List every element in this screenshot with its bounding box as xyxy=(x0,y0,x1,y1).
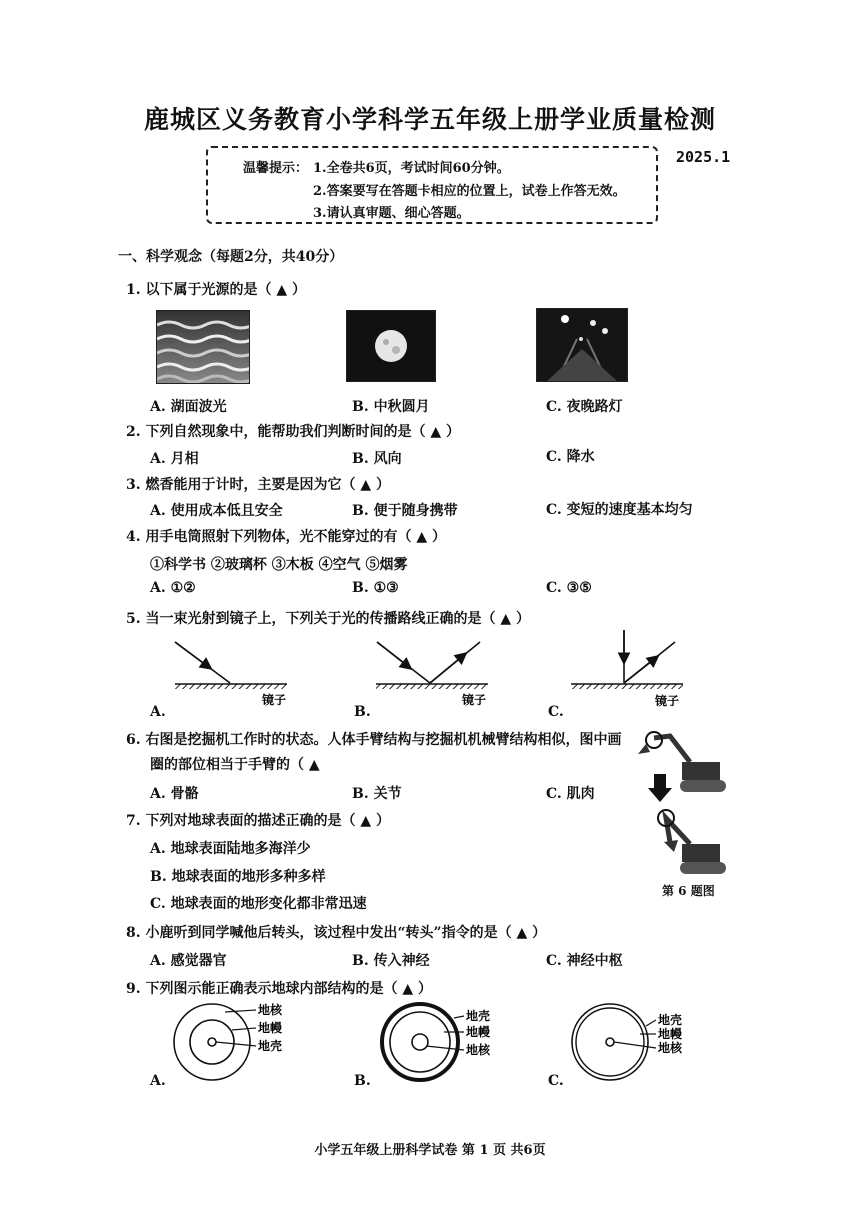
q9-earth-diagram-c xyxy=(570,998,700,1082)
exam-date: 2025.1 xyxy=(676,148,731,166)
q9a-label-2: 地幔 xyxy=(258,1021,283,1035)
question-8-stem: 8. 小鹿听到同学喊他后转头，该过程中发出“转头”指令的是（ ▲ ） xyxy=(126,925,547,941)
q4-option-a: A. ①② xyxy=(150,580,196,596)
q9-option-a: A. xyxy=(150,1073,166,1089)
q5-diagram-b xyxy=(350,636,495,718)
q7-option-c: C. 地球表面的地形变化都非常迅速 xyxy=(150,896,367,912)
question-5-stem: 5. 当一束光射到镜子上，下列关于光的传播路线正确的是（ ▲ ） xyxy=(126,611,531,627)
question-3-stem: 3. 燃香能用于计时，主要是因为它（ ▲ ） xyxy=(126,477,391,493)
question-9-stem: 9. 下列图示能正确表示地球内部结构的是（ ▲ ） xyxy=(126,981,433,997)
q5-diagram-a xyxy=(150,636,295,718)
tip-item-3: 3.请认真审题、细心答题。 xyxy=(313,206,470,221)
q2-option-b: B. 风向 xyxy=(352,451,402,467)
excavator-figure xyxy=(630,722,730,892)
tip-item-2: 2.答案要写在答题卡相应的位置上，试卷上作答无效。 xyxy=(313,184,626,199)
q6-option-a: A. 骨骼 xyxy=(150,786,199,802)
q5-option-a: A. xyxy=(150,704,166,720)
question-1-stem: 1. 以下属于光源的是（ ▲ ） xyxy=(126,282,307,298)
section-heading: 一、科学观念（每题2分，共40分） xyxy=(118,249,344,265)
tip-item-1: 1.全卷共6页，考试时间60分钟。 xyxy=(313,161,510,176)
lake-ripple-photo xyxy=(156,310,250,384)
q9-earth-diagram-b xyxy=(376,998,506,1082)
full-moon-photo xyxy=(346,310,436,382)
q6-option-c: C. 肌肉 xyxy=(546,786,595,802)
q7-option-b: B. 地球表面的地形多种多样 xyxy=(150,869,326,885)
q9c-label-3: 地核 xyxy=(658,1041,683,1055)
q8-option-a: A. 感觉器官 xyxy=(150,953,227,969)
q6-option-b: B. 关节 xyxy=(352,786,402,802)
question-4-stem: 4. 用手电筒照射下列物体，光不能穿过的有（ ▲ ） xyxy=(126,529,447,545)
q3-option-b: B. 便于随身携带 xyxy=(352,503,458,519)
q2-option-a: A. 月相 xyxy=(150,451,199,467)
q5-mirror-label-c: 镜子 xyxy=(655,694,680,708)
q1-option-a: A. 湖面波光 xyxy=(150,399,227,415)
q2-option-c: C. 降水 xyxy=(546,449,595,465)
q4-items: ①科学书 ②玻璃杯 ③木板 ④空气 ⑤烟雾 xyxy=(150,557,408,573)
q5-mirror-label-a: 镜子 xyxy=(262,693,287,707)
question-6-stem-line1: 6. 右图是挖掘机工作时的状态。人体手臂结构与挖掘机机械臂结构相似，图中画 xyxy=(126,732,622,748)
street-lamp-photo xyxy=(536,308,628,382)
page-footer: 小学五年级上册科学试卷 第 1 页 共6页 xyxy=(314,1143,546,1158)
q4-option-c: C. ③⑤ xyxy=(546,580,592,596)
q5-option-c: C. xyxy=(548,704,564,720)
q4-option-b: B. ①③ xyxy=(352,580,399,596)
q8-option-b: B. 传入神经 xyxy=(352,953,430,969)
q8-option-c: C. 神经中枢 xyxy=(546,953,623,969)
tips-label: 温馨提示： xyxy=(243,161,309,176)
question-6-stem-line2: 圈的部位相当于手臂的（ ▲ xyxy=(150,757,320,773)
q1-option-c: C. 夜晚路灯 xyxy=(546,399,623,415)
question-7-stem: 7. 下列对地球表面的描述正确的是（ ▲ ） xyxy=(126,813,391,829)
q9b-label-1: 地壳 xyxy=(466,1009,491,1023)
q3-option-a: A. 使用成本低且安全 xyxy=(150,503,283,519)
q9-option-c: C. xyxy=(548,1073,564,1089)
q9c-label-2: 地幔 xyxy=(658,1027,683,1041)
page-title: 鹿城区义务教育小学科学五年级上册学业质量检测 xyxy=(143,105,716,134)
q9-earth-diagram-a xyxy=(170,998,300,1082)
q9a-label-1: 地核 xyxy=(258,1003,283,1017)
q9a-label-3: 地壳 xyxy=(258,1039,283,1053)
q9b-label-3: 地核 xyxy=(466,1043,491,1057)
q7-option-a: A. 地球表面陆地多海洋少 xyxy=(150,841,311,857)
question-2-stem: 2. 下列自然现象中，能帮助我们判断时间的是（ ▲ ） xyxy=(126,424,461,440)
q5-diagram-c xyxy=(545,624,690,718)
q5-mirror-label-b: 镜子 xyxy=(462,693,487,707)
q1-option-b: B. 中秋圆月 xyxy=(352,399,430,415)
q5-option-b: B. xyxy=(354,704,371,720)
q6-figure-caption: 第 6 题图 xyxy=(662,884,715,898)
q9c-label-1: 地壳 xyxy=(658,1013,683,1027)
q9-option-b: B. xyxy=(354,1073,371,1089)
q3-option-c: C. 变短的速度基本均匀 xyxy=(546,502,693,518)
q9b-label-2: 地幔 xyxy=(466,1025,491,1039)
